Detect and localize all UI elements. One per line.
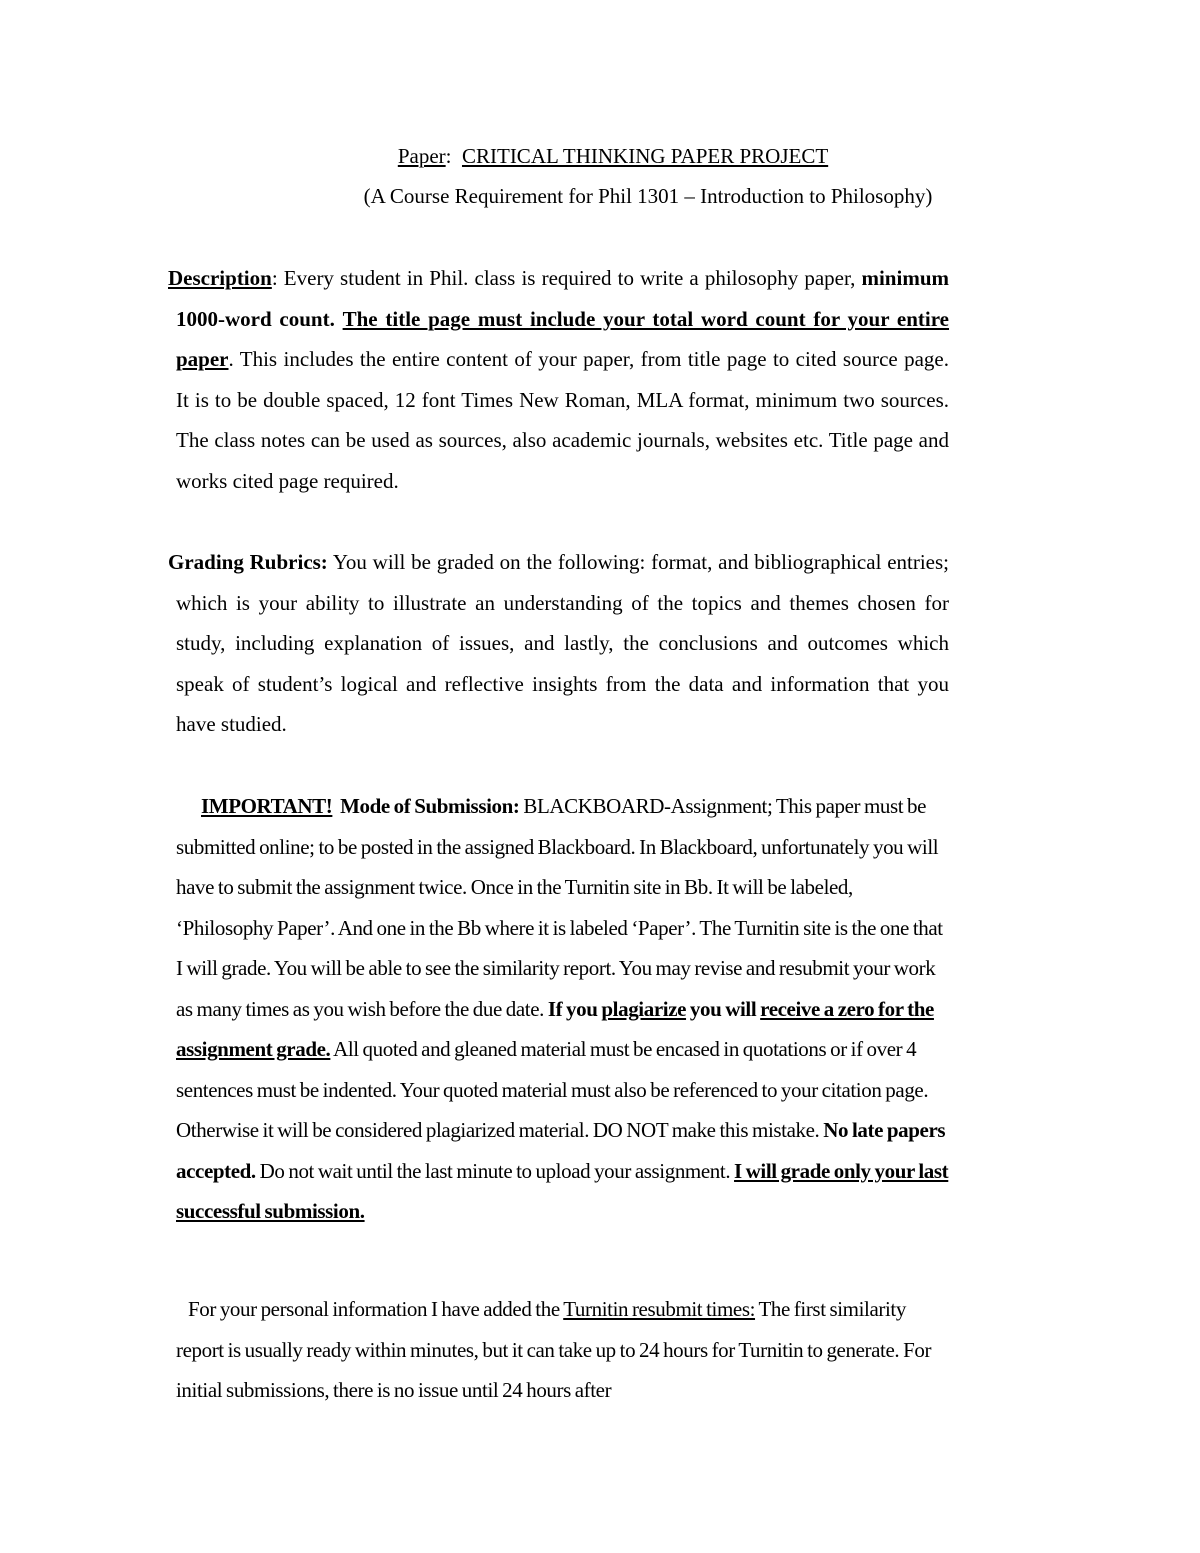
- submission-text-1: BLACKBOARD-Assignment; This paper must be submitted online; to be posted in the assigned Blackboard. In Blackboard, unfortunately you will have to submit the assignment twice. Once in the Turnitin site in Bb. It will be labeled, ‘Philosophy Paper’. And one in the Bb where it is labeled ‘Paper’. The Turnitin site is the one that I will grade. You will be able to see the similarity report. You may revise and resubmit your work as many times as you wish before the due date.: [176, 794, 943, 1021]
- plagiarism-warning-zero: receive a zero for the assignment grade.: [176, 996, 934, 1061]
- grading-text: You will be graded on the following: format, and bibliographical entries; which is your ability to illustrate an understanding of the topics and themes chosen for study, including explanation of issues, and lastly, the conclusions and outcomes which speak of student’s logical and reflective insights from the data and information that you have studied.: [176, 550, 950, 736]
- mode-of-submission-label: Mode of Submission:: [340, 794, 520, 818]
- submission-paragraph: [176, 786, 951, 1232]
- grading-label: Grading Rubrics:: [168, 550, 328, 574]
- no-late-papers: No late papers accepted.: [176, 1118, 946, 1183]
- turnitin-info-paragraph: [176, 1289, 951, 1411]
- submission-text-2: All quoted and gleaned material must be encased in quotations or if over 4 sentences must be indented. Your quoted material must also be referenced to your citation page. Otherwise it will be considered plagiarized material. DO NOT make this mistake.: [176, 1037, 929, 1142]
- description-text-2: . This includes the entire content of your paper, from title page to cited source page. It is to be double spaced, 12 font Times New Roman, MLA format, minimum two sources. The class notes can be used as sources, also academic journals, websites etc. Title page and works cited page required.: [176, 347, 949, 493]
- description-paragraph: [168, 258, 950, 501]
- paper-subtitle: (A Course Requirement for Phil 1301 – Introduction to Philosophy): [363, 184, 933, 208]
- turnitin-resubmit-times: Turnitin resubmit times:: [563, 1297, 756, 1321]
- paper-title-text: CRITICAL THINKING PAPER PROJECT: [461, 144, 829, 168]
- important-space: [332, 794, 340, 818]
- paper-title: [0, 142, 1200, 170]
- description-text-1: Every student in Phil. class is required to write a philosophy paper,: [277, 266, 862, 290]
- turnitin-info-text-1: For your personal information I have added the: [188, 1297, 564, 1321]
- description-label: Description: [168, 266, 272, 290]
- grading-paragraph: [168, 542, 950, 745]
- submission-text-3: Do not wait until the last minute to upload your assignment.: [255, 1158, 735, 1183]
- paper-label-colon: :: [445, 144, 452, 168]
- important-label: IMPORTANT!: [201, 794, 333, 818]
- description-space-1: [335, 307, 343, 331]
- plagiarism-warning-if: If you: [547, 996, 602, 1021]
- plagiarism-warning-plagiarize: plagiarize: [601, 996, 687, 1021]
- plagiarism-warning-you-will: you will: [686, 996, 761, 1021]
- paper-label: Paper: [397, 144, 446, 168]
- description-label-colon: :: [271, 266, 278, 290]
- turnitin-info-text-2: The first similarity report is usually ready within minutes, but it can take up to 24 hours for Turnitin to generate. For initial submissions, there is no issue until 24 hours after: [176, 1297, 932, 1402]
- last-submission-note: I will grade only your last successful submission.: [176, 1158, 949, 1223]
- description-min-word-count: minimum 1000-word count.: [176, 266, 949, 331]
- description-title-page-requirement: The title page must include your total word count for your entire paper: [176, 306, 950, 371]
